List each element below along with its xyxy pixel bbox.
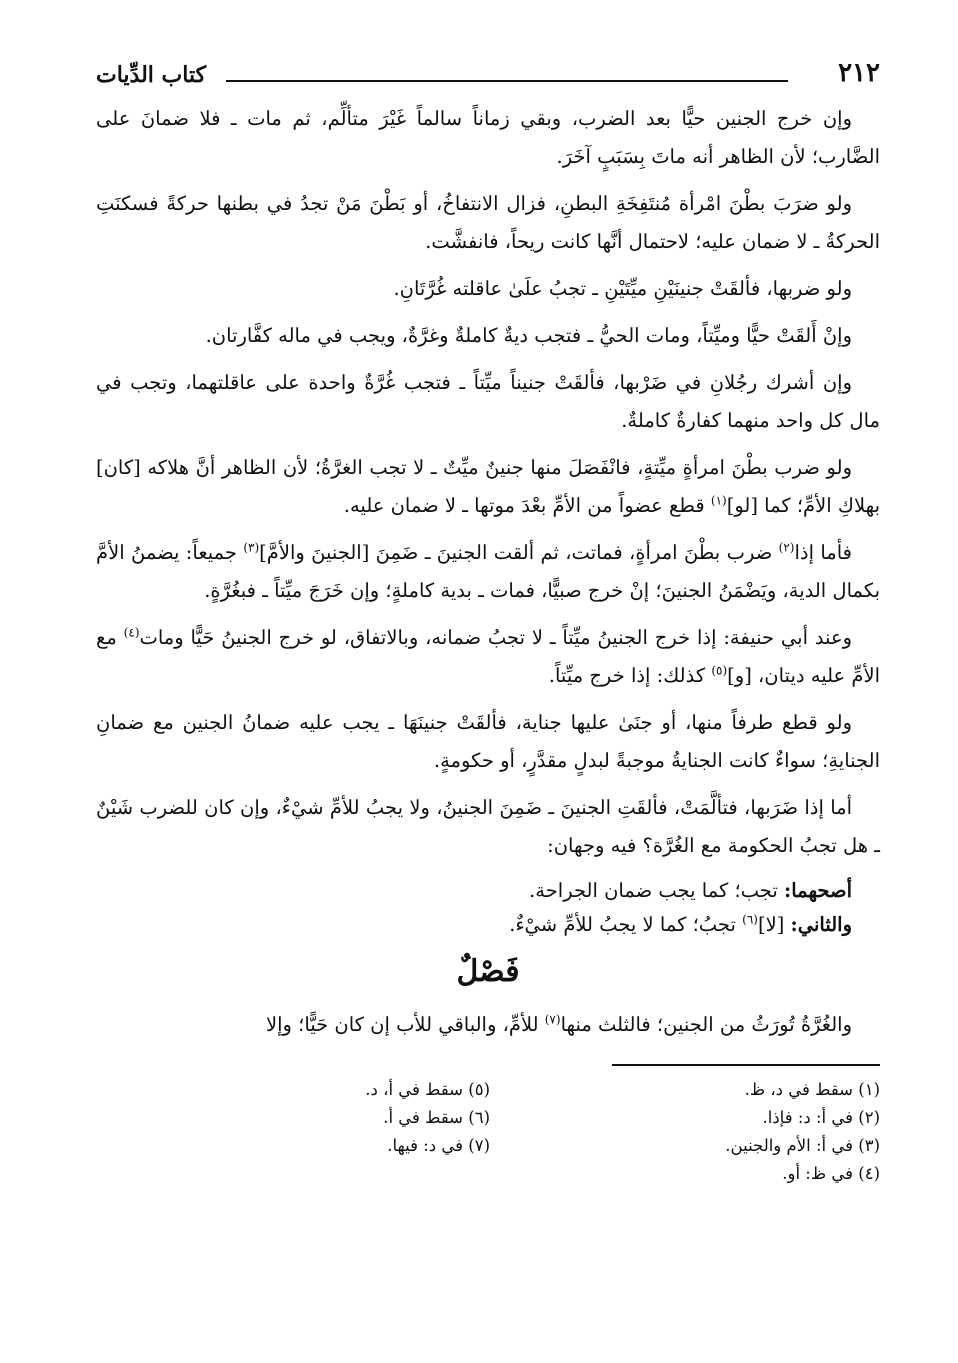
header-rule (226, 80, 788, 82)
page-number: ٢١٢ (838, 58, 880, 88)
paragraph: أما إذا ضَرَبها، فتألَّمَتْ، فألقَتِ الجنينَ ـ ضَمِنَ الجنينُ، ولا يجبُ للأمِّ شيْءٌ، وإن كان للضرب شَيْنٌ ـ هل تجبُ الحكومة مع الغُرَّة؟ فيه وجهان: (96, 796, 880, 857)
section-heading: فَصْلٌ (456, 954, 520, 989)
footnote-separator (612, 1064, 880, 1066)
footnote: (٣) في أ: الأم والجنين. (725, 1136, 880, 1155)
footnotes-left-column (100, 1076, 490, 1188)
footnotes (96, 1076, 880, 1188)
answer-lead: أصحهما: (784, 879, 852, 902)
paragraph: وإن أشرك رجُلانِ في ضَرْبها، فألقَتْ جنيناً ميِّتاً ـ فتجب غُرَّةٌ واحدة على عاقلتهما، وتجب في مال كل واحد منهما كفارةٌ كاملةٌ. (96, 371, 880, 432)
answer-lead: والثاني: (790, 913, 852, 936)
footnote-marker: (٤) (123, 625, 140, 640)
paragraph: ولو قطع طرفاً منها، أو جنَىٰ عليها جناية، فألقَتْ جنينَهَا ـ يجب عليه ضمانُ الجنين مع ضمانِ الجنايةِ؛ سواءٌ كانت الجنايةُ موجبةً لبدلٍ مقدَّرٍ، أو حكومةٍ. (96, 711, 880, 772)
paragraph: وعند أبي حنيفة: إذا خرج الجنينُ ميِّتاً ـ لا تجبُ ضمانه، وبالاتفاق، لو خرج الجنينُ حَيًّا ومات$^{(٤)}$ مع الأمِّ عليه ديتان، [و]$^{(٥)}$ كذلك: إذا خرج ميِّتاً. (96, 625, 880, 687)
footnote-marker: (٢) (778, 540, 795, 555)
running-header (96, 54, 880, 94)
main-text (96, 100, 880, 1044)
footnote: (٤) في ظ: أو. (782, 1164, 880, 1183)
paragraph: ولو ضربها، فألقَتْ جنينَيْنِ ميِّتَيْنِ ـ تجبُ علَىٰ عاقلته غُرَّتَانِ. (393, 277, 852, 300)
footnote: (٢) في أ: د: فإذا. (762, 1108, 880, 1127)
paragraph: فأما إذا$^{(٢)}$ ضرب بطْنَ امرأةٍ، فماتت، ثم ألقت الجنينَ ـ ضَمِنَ [الجنينَ والأمَّ]$^{(٣)}$ جميعاً: يضمنُ الأمَّ بكمال الدية، ويَضْمَنُ الجنينَ؛ إنْ خرج صبيًّا، فمات ـ بدية كاملةٍ؛ وإن خَرَجَ ميِّتاً ـ فبغُرَّةٍ. (96, 540, 880, 602)
footnote-marker: (٣) (243, 540, 260, 555)
footnote-marker: (٦) (742, 912, 758, 927)
answer-second: والثاني: [لا]$^{(٦)}$ تجبُ؛ كما لا يجبُ للأمِّ شيْءٌ. (509, 912, 852, 936)
paragraph: ولو ضرب بطْنَ امرأةٍ ميِّتةٍ، فانْفَصَلَ منها جنينٌ ميِّتٌ ـ لا تجب الغرَّةُ؛ لأن الظاهر أنَّ هلاكه [كان] بهلاكِ الأمِّ؛ كما [لو]$^{(١)}$ قطع عضواً من الأمِّ بعْدَ موتها ـ لا ضمان عليه. (96, 456, 880, 517)
footnote: (٥) سقط في أ، د. (365, 1080, 490, 1099)
footnote: (٦) سقط في أ. (383, 1108, 490, 1127)
paragraph: وإنْ أَلقَتْ حيًّا وميِّتاً، ومات الحيُّ ـ فتجب ديةٌ كاملةٌ وغرَّةٌ، ويجب في ماله كفَّارتان. (205, 324, 852, 347)
paragraph: ولو ضرَبَ بطْنَ امْرأة مُنتَفِخَةِ البطنِ، فزال الانتفاخُ، أو بَطْنَ مَنْ تجدُ في بطنها حركةً فسكنَتِ الحركةُ ـ لا ضمان عليه؛ لاحتمال أنَّها كانت ريحاً، فانفشَّت. (96, 192, 880, 253)
footnotes-right-column (490, 1076, 880, 1188)
footnote-marker: (١) (710, 493, 727, 508)
footnote-marker: (٧) (544, 1012, 561, 1027)
footnote: (١) سقط في د، ظ. (744, 1080, 880, 1099)
footnote-marker: (٥) (711, 663, 728, 678)
book-title: كتاب الدِّيات (96, 62, 207, 88)
book-page (96, 54, 880, 1323)
paragraph: وإن خرج الجنين حيًّا بعد الضرب، وبقي زماناً سالماً غَيْرَ متألِّم، ثم مات ـ فلا ضمانَ على الضَّارب؛ لأن الظاهر أنه ماتَ بِسَبَبٍ آخَرَ. (96, 107, 880, 168)
footnote: (٧) في د: فيها. (387, 1136, 490, 1155)
paragraph: والغُرَّةُ تُورَثُ من الجنين؛ فالثلث منها$^{(٧)}$ للأمِّ، والباقي للأب إن كان حَيًّا؛ وإلا (265, 1012, 852, 1036)
answer-first: أصحهما: تجب؛ كما يجب ضمان الجراحة. (529, 879, 852, 902)
